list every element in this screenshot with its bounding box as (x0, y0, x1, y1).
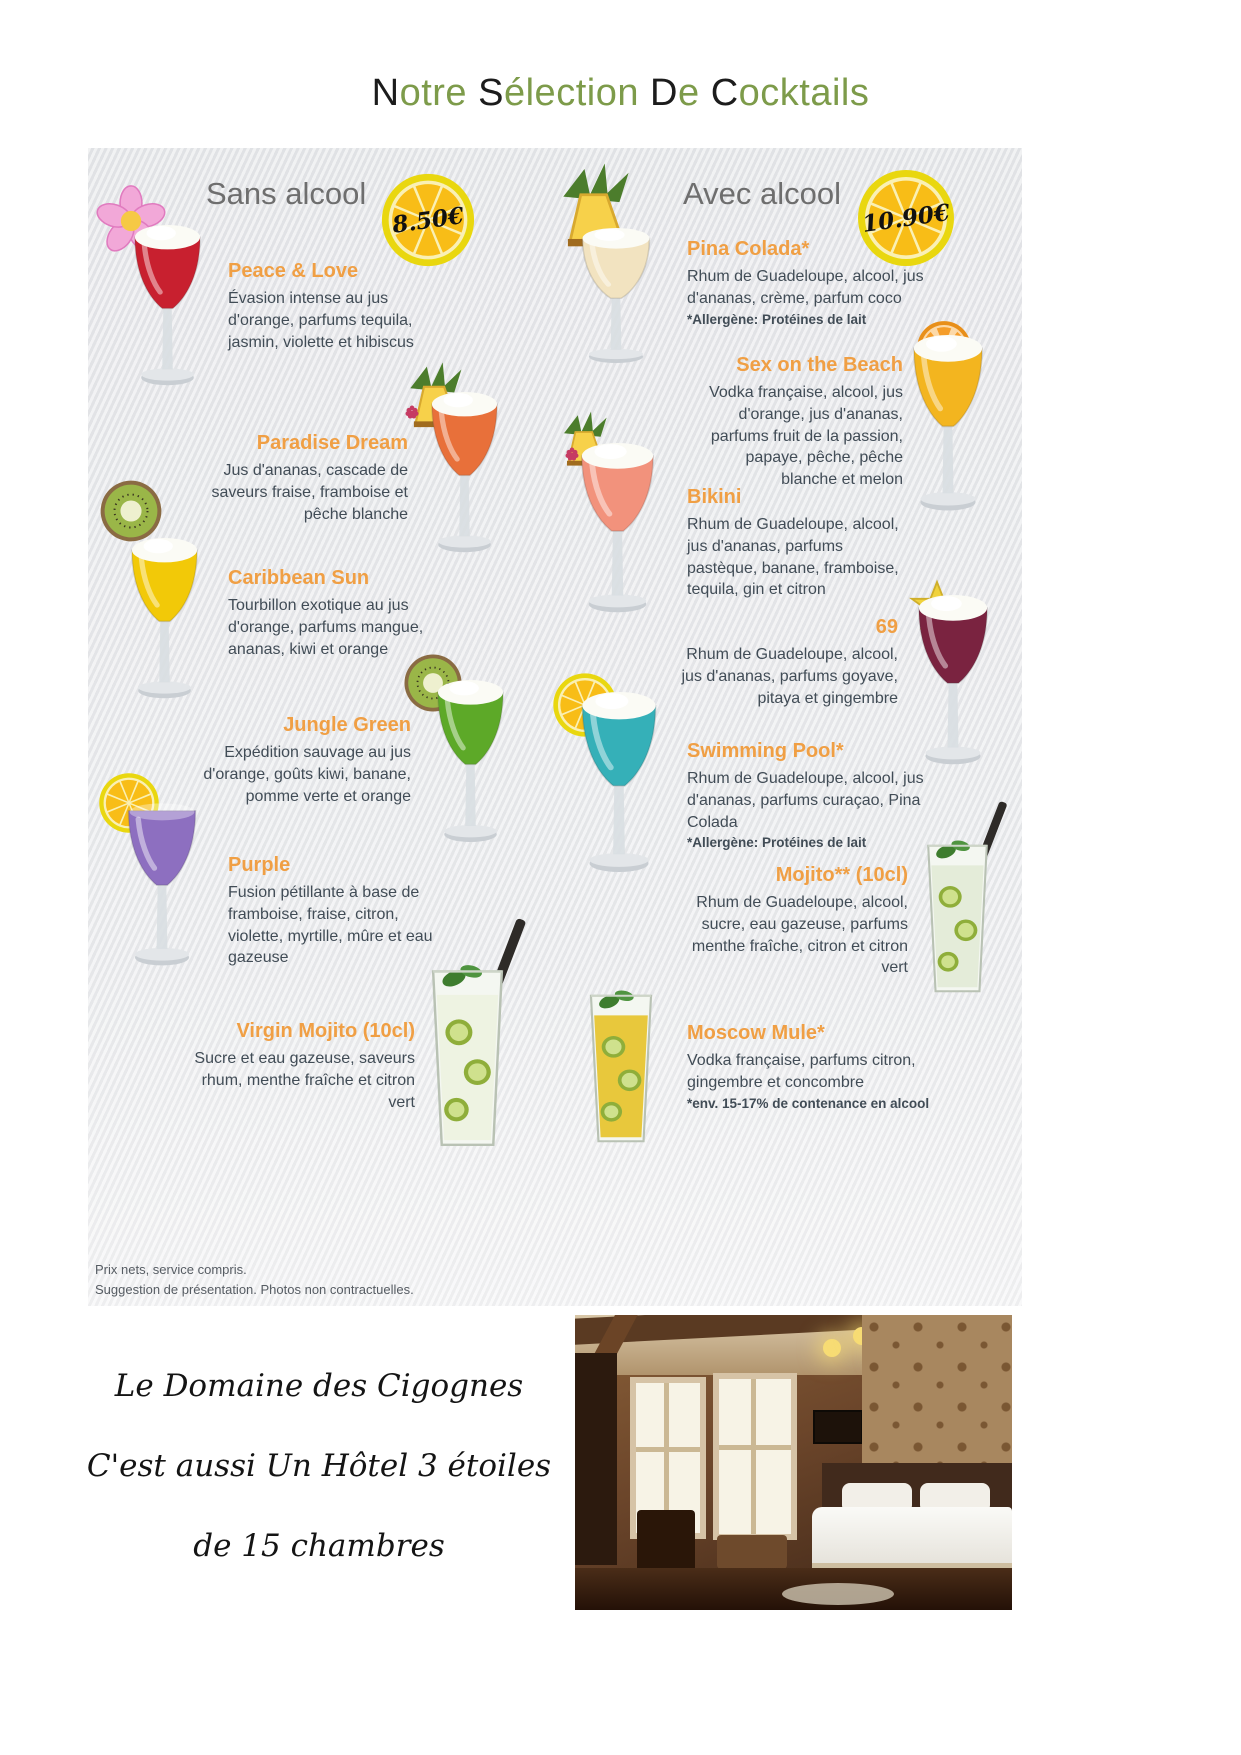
page-title (0, 72, 1241, 115)
cocktail-photo-mojito (900, 832, 1015, 1004)
item-name: Paradise Dream (256, 432, 408, 454)
price-sans-alcool: 8.50€ (390, 201, 466, 239)
hotel-tagline-line2: C'est aussi Un Hôtel 3 étoiles (86, 1448, 552, 1484)
footnote-line: Suggestion de présentation. Photos non contractuelles. (95, 1282, 414, 1298)
item-name: Caribbean Sun (228, 567, 370, 589)
item-description: Jus d'ananas, cascade de saveurs fraise, framboise et pêche blanche (211, 462, 408, 523)
menu-item-moscow-mule (687, 1020, 942, 1113)
item-name: Swimming Pool* (687, 740, 844, 762)
menu-item-virgin-mojito (183, 1018, 415, 1113)
hotel-tagline-line3: de 15 chambres (193, 1528, 445, 1564)
item-description: Évasion intense au jus d'orange, parfums tequila, jasmin, violette et hibiscus (228, 290, 414, 351)
item-name: Mojito** (10cl) (775, 864, 908, 886)
kiwi-garnish-icon (98, 478, 164, 544)
menu-item-bikini (687, 484, 899, 601)
menu-item-69 (680, 614, 898, 709)
item-name: Pina Colada* (687, 238, 810, 260)
item-name: Virgin Mojito (10cl) (236, 1020, 415, 1042)
item-name: Peace & Love (228, 260, 359, 282)
item-name: Sex on the Beach (736, 354, 903, 376)
photo-tv (813, 1410, 863, 1444)
menu-footnote (95, 1260, 414, 1300)
title-part: S (478, 72, 504, 114)
item-description: Rhum de Guadeloupe, alcool, jus d'ananas, parfums pastèque, banane, framboise, tequila, gin et citron (687, 516, 899, 599)
cocktail-photo-peace-and-love (115, 225, 220, 403)
hotel-tagline-line1: Le Domaine des Cigognes (114, 1368, 524, 1404)
price-badge-sans-alcool (380, 172, 476, 268)
menu-item-swimming-pool (687, 738, 932, 853)
title-part: élection (503, 72, 651, 114)
price-avec-alcool: 10.90€ (860, 198, 952, 238)
item-name: Purple (228, 854, 291, 876)
title-part: ocktails (738, 72, 870, 114)
menu-item-sex-on-the-beach (688, 352, 903, 491)
cocktail-photo-purple (108, 798, 216, 984)
item-name: Moscow Mule* (687, 1022, 825, 1044)
menu-item-paradise-dream (183, 430, 408, 525)
item-description: Tourbillon exotique au jus d'orange, parfums mangue, ananas, kiwi et orange (228, 597, 424, 658)
photo-rug (782, 1583, 894, 1605)
title-part: e (677, 72, 711, 114)
cocktail-photo-pina-colada (562, 228, 670, 378)
footnote-line: Prix nets, service compris. (95, 1262, 247, 1277)
menu-item-jungle-green (183, 712, 411, 807)
menu-item-pina-colada (687, 236, 932, 329)
cocktail-photo-jungle-green (418, 680, 523, 860)
item-name: Jungle Green (283, 714, 411, 736)
menu-item-mojito (680, 862, 908, 979)
item-description: Rhum de Guadeloupe, alcool, jus d'ananas, crème, parfum coco (687, 268, 924, 307)
menu-item-peace-and-love (228, 258, 433, 353)
item-description: Rhum de Guadeloupe, alcool, jus d'ananas, parfums curaçao, Pina Colada (687, 770, 924, 831)
menu-item-purple (228, 852, 440, 969)
item-description: Fusion pétillante à base de framboise, fraise, citron, violette, myrtille, mûre et eau gazeuse (228, 884, 433, 967)
cocktail-photo-moscow-mule (562, 982, 680, 1154)
item-allergen-note: *Allergène: Protéines de lait (687, 835, 867, 851)
title-part: N (371, 72, 400, 114)
item-description: Sucre et eau gazeuse, saveurs rhum, menthe fraîche et citron vert (194, 1050, 415, 1111)
item-description: Vodka française, alcool, jus d'orange, jus d'ananas, parfums fruit de la passion, papaye, pêche, pêche blanche et melon (709, 384, 903, 489)
title-part: C (710, 72, 739, 114)
column-header-sans-alcool: Sans alcool (206, 176, 367, 211)
item-name: 69 (875, 616, 898, 638)
item-description: Rhum de Guadeloupe, alcool, sucre, eau gazeuse, parfums menthe fraîche, citron et citron vert (691, 894, 908, 977)
column-header-avec-alcool: Avec alcool (683, 176, 841, 211)
photo-ceiling-light (823, 1339, 841, 1357)
cocktail-photo-virgin-mojito (400, 955, 535, 1160)
title-part: D (650, 72, 678, 114)
photo-window (713, 1373, 797, 1540)
hotel-tagline (86, 1368, 552, 1564)
photo-wardrobe (575, 1353, 617, 1565)
item-name: Bikini (687, 486, 742, 508)
item-allergen-note: *Allergène: Protéines de lait (687, 311, 867, 327)
cocktail-photo-paradise-dream (412, 392, 517, 570)
cocktail-photo-swimming-pool (560, 692, 678, 892)
item-description: Rhum de Guadeloupe, alcool, jus d'ananas, parfums goyave, pitaya et gingembre (681, 646, 898, 707)
hotel-room-photo (575, 1315, 1012, 1610)
menu-item-caribbean-sun (228, 565, 433, 660)
item-alcohol-note: *env. 15-17% de contenance en alcool (687, 1095, 930, 1111)
photo-radiator (717, 1535, 787, 1569)
item-description: Expédition sauvage au jus d'orange, goûts kiwi, banane, pomme verte et orange (203, 744, 411, 805)
cocktail-photo-bikini (560, 443, 675, 631)
item-description: Vodka française, parfums citron, gingembre et concombre (687, 1052, 916, 1091)
cocktail-photo-sex-on-the-beach (893, 335, 1003, 530)
title-part: otre (399, 72, 479, 114)
cocktail-photo-caribbean-sun (112, 538, 217, 716)
